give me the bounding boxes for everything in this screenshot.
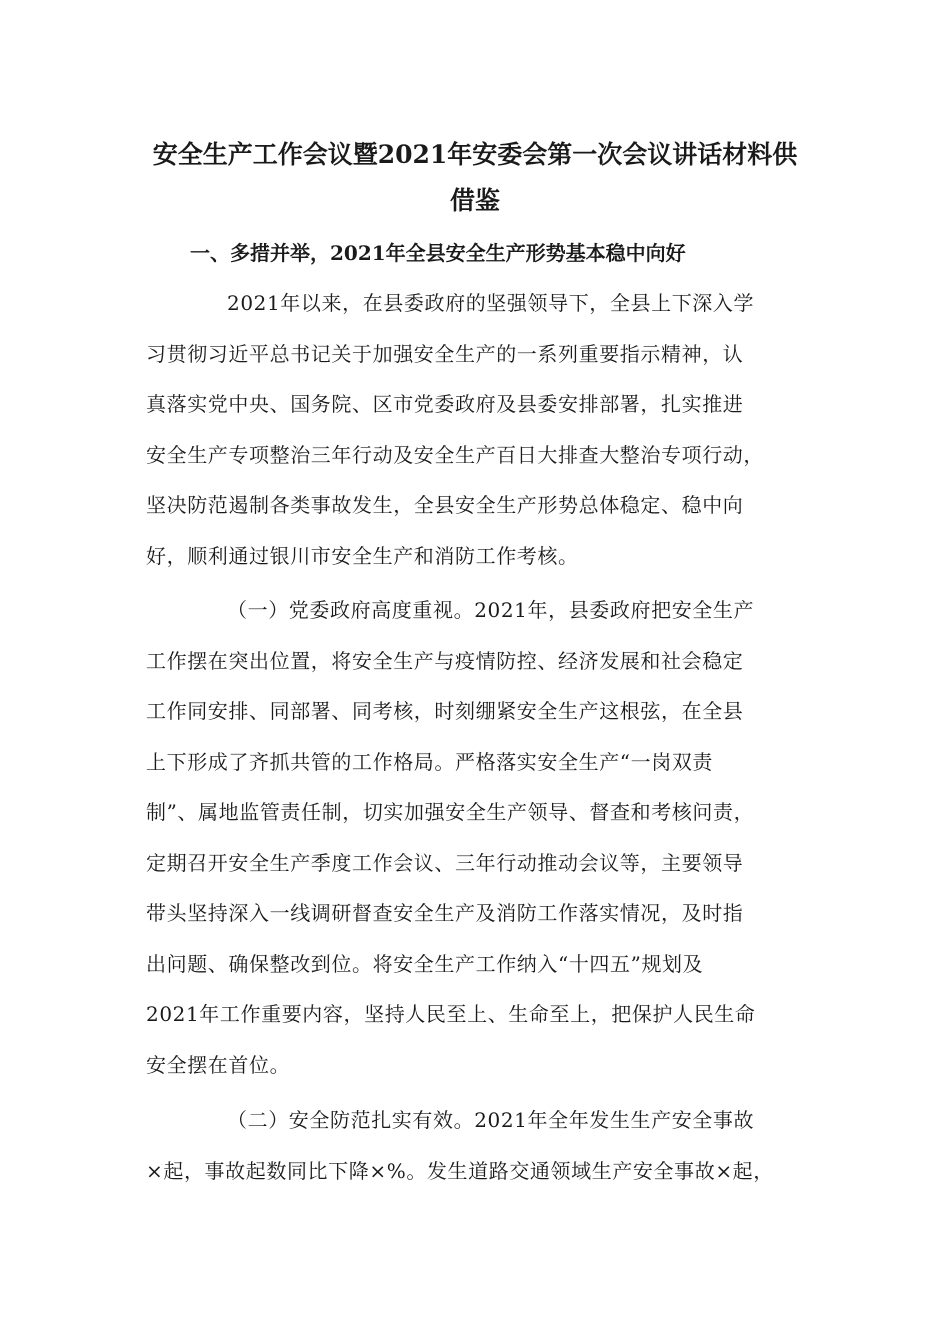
title-line-2: 借鉴 [449,186,500,215]
paragraph-line: 带头坚持深入一线调研督查安全生产及消防工作落实情况，及时指 [146,901,744,925]
paragraph-line: 坚决防范遏制各类事故发生，全县安全生产形势总体稳定、稳中向 [146,493,744,517]
paragraph-line: 2021年以来，在县委政府的坚强领导下，全县上下深入学 [227,291,755,315]
document-title [140,132,810,224]
paragraph-line: 工作同安排、同部署、同考核，时刻绷紧安全生产这根弦，在全县 [146,699,744,723]
section-heading: 一、多措并举，2021年全县安全生产形势基本稳中向好 [190,241,686,265]
paragraph-line: 真落实党中央、国务院、区市党委政府及县委安排部署，扎实推进 [146,392,744,416]
title-line-1: 安全生产工作会议暨2021年安委会第一次会议讲话材料供 [152,140,798,169]
paragraph-line: 安全生产专项整治三年行动及安全生产百日大排查大整治专项行动， [146,443,764,467]
paragraph-line: 上下形成了齐抓共管的工作格局。严格落实安全生产“一岗双责 [146,750,714,774]
paragraph-line: （一）党委政府高度重视。2021年，县委政府把安全生产 [227,598,755,622]
paragraph-line: 出问题、确保整改到位。将安全生产工作纳入“十四五”规划及 [146,952,704,976]
paragraph-line: ×起，事故起数同比下降×%。发生道路交通领域生产安全事故×起， [146,1159,774,1183]
paragraph-line: 工作摆在突出位置，将安全生产与疫情防控、经济发展和社会稳定 [146,649,744,673]
paragraph-line: 习贯彻习近平总书记关于加强安全生产的一系列重要指示精神，认 [146,342,744,366]
paragraph-line: 好，顺利通过银川市安全生产和消防工作考核。 [146,544,579,568]
paragraph-line: 2021年工作重要内容，坚持人民至上、生命至上，把保护人民生命 [146,1002,756,1026]
paragraph-line: 安全摆在首位。 [146,1053,291,1077]
paragraph-line: 制”、属地监管责任制，切实加强安全生产领导、督查和考核问责， [146,800,755,824]
paragraph-line: 定期召开安全生产季度工作会议、三年行动推动会议等，主要领导 [146,851,744,875]
paragraph-line: （二）安全防范扎实有效。2021年全年发生生产安全事故 [227,1108,755,1132]
